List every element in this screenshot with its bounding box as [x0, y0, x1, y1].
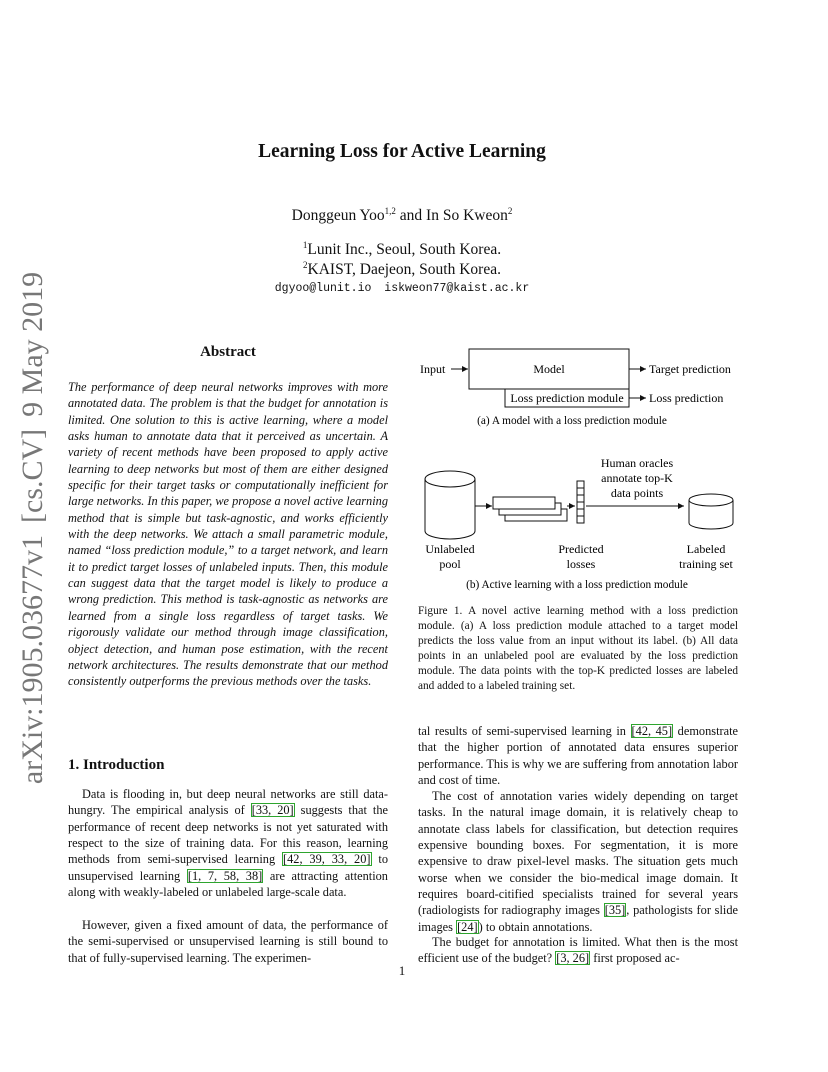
figure-a [420, 349, 731, 427]
arxiv-category: [cs.CV] [16, 428, 49, 523]
fig-a-lpm: Loss prediction module [510, 391, 624, 405]
author-2-affil: 2 [507, 206, 513, 216]
citation-link[interactable]: [33, 20] [251, 803, 294, 818]
intro-paragraph-4 [418, 788, 738, 935]
intro-p5-text-b: first proposed ac- [590, 951, 680, 966]
paper-title: Learning Loss for Active Learning [258, 141, 546, 162]
arxiv-date: 9 May 2019 [16, 271, 49, 417]
intro-p3-text-b: demonstrate that the higher portion of annotated data ensures superior performance. This is why we are suffering from annotation labor and cost of time. [418, 724, 739, 788]
affiliation-2 [0, 260, 804, 279]
author-line [0, 206, 804, 225]
affiliation-1-sup: 1 [302, 240, 308, 250]
figure-b [425, 456, 733, 591]
fig-a-model: Model [533, 362, 565, 376]
fig-b-labeled-2: training set [679, 557, 733, 571]
fig-a-input: Input [420, 362, 446, 376]
email-1: dgyoo@lunit.io [274, 282, 372, 295]
fig-b-oracles-3: data points [610, 486, 664, 500]
intro-p1-text-a: Data is flooding in, but deep neural networks are still data-hungry. The empirical analysis of [68, 787, 388, 818]
fig-b-predicted-1: Predicted [558, 542, 604, 556]
figure-1 [408, 340, 748, 610]
arxiv-id: arXiv:1905.03677v1 [16, 535, 49, 785]
email-2: iskweon77@kaist.ac.kr [384, 282, 530, 295]
unlabeled-pool-cylinder [425, 471, 475, 539]
author-1: Donggeun Yoo [291, 207, 385, 225]
figure-1-caption: Figure 1. A novel active learning method with a loss prediction module. (a) A loss prediction module attached to a target model predicts the loss value from an input without its label. (b) All data points in an unlabeled pool are evaluated by the loss prediction module. The data points with the top-K predicted losses are labeled and added to a labeled training set. [418, 605, 738, 692]
author-1-affil: 1,2 [384, 206, 396, 216]
fig-a-caption: (a) A model with a loss prediction module [477, 415, 667, 427]
citation-link[interactable]: [35] [604, 903, 626, 918]
citation-link[interactable]: [3, 26] [556, 951, 590, 966]
author-and: and [399, 207, 423, 225]
affiliation-2-sup: 2 [303, 260, 308, 270]
intro-p1-text-b: suggests that the performance of recent deep networks is not yet saturated with respect to the size of training data. For this reason, learning methods from semi-supervised learning [68, 803, 388, 867]
page-number: 1 [398, 963, 406, 978]
fig-b-unlabeled-1: Unlabeled [425, 542, 475, 556]
intro-p5-text-a: The budget for annotation is limited. What then is the most efficient use of the budget? [418, 935, 738, 966]
intro-paragraph-3 [418, 723, 738, 788]
citation-link[interactable]: [42, 39, 33, 20] [283, 852, 371, 867]
intro-p4-text-a: The cost of annotation varies widely depending on target tasks. In the natural image domain, it is relatively cheap to annotate class labels for classification, but detection requires expensive bounding boxes. For segmentation, it is more expensive to draw pixel-level masks. The situation gets much worse when we consider the bio-medical image domain. It requires board-citified specialists trained for several years (radiologists for radiography images [418, 789, 738, 918]
fig-b-labeled-1: Labeled [686, 542, 726, 556]
intro-paragraph-1 [68, 786, 388, 900]
intro-heading: 1. Introduction [68, 757, 165, 773]
fig-b-oracles-2: annotate top-K [601, 471, 673, 485]
affiliation-1-text: Lunit Inc., Seoul, South Korea. [307, 241, 502, 259]
author-2: In So Kweon [426, 207, 508, 225]
citation-link[interactable]: [42, 45] [631, 724, 673, 738]
net-box-front [493, 497, 555, 509]
fig-a-loss-pred: Loss prediction [649, 391, 724, 405]
intro-paragraph-2: However, given a fixed amount of data, the performance of the semi-supervised or unsupervised learning is still bound to that of fully-supervised learning. The experimen- [68, 918, 388, 965]
affiliation-2-text: KAIST, Daejeon, South Korea. [307, 261, 501, 279]
intro-p1-text-d: are attracting attention along with weakly-labeled or unlabeled large-scale data. [68, 868, 388, 900]
labeled-set-cylinder [689, 494, 733, 529]
arxiv-sidebar [6, 271, 60, 785]
emails [0, 282, 804, 295]
fig-b-unlabeled-2: pool [439, 557, 461, 571]
intro-p1-text-c: to unsupervised learning [68, 852, 388, 883]
intro-p4-text-b: , pathologists for slide images [418, 903, 738, 934]
citation-link[interactable]: [24] [457, 919, 478, 934]
fig-b-predicted-2: losses [566, 557, 596, 571]
intro-p4-text-c: ) to obtain annotations. [478, 919, 593, 934]
affiliation-1 [0, 240, 804, 259]
citation-link[interactable]: [1, 7, 58, 38] [187, 868, 263, 883]
intro-p3-text-a: tal results of semi-supervised learning in [418, 724, 631, 738]
predicted-losses-stack [577, 481, 584, 523]
fig-a-target-pred: Target prediction [649, 362, 731, 376]
abstract-heading: Abstract [200, 344, 256, 360]
abstract-text: The performance of deep neural networks improves with more annotated data. The problem is that the budget for annotation is limited. One solution to this is active learning, where a model asks human to annotate data that it perceived as uncertain. A variety of recent methods have been proposed to apply active learning to deep networks but most of them are either designed specific for their target tasks or computationally inefficient for large networks. In this paper, we propose a novel active learning method that is simple but task-agnostic, and works efficiently with the deep networks. We attach a small parametric module, named “loss prediction module,” to a target network, and learn it to predict target losses of unlabeled inputs. Then, this module can suggest data that the target model is likely to produce a wrong prediction. This method is task-agnostic as networks are learned from a single loss regardless of target tasks. We rigorously validate our method through image classification, object detection, and human pose estimation, with the recent network architectures. The results demonstrate that our method consistently outperforms the previous methods over the tasks. [68, 380, 388, 689]
intro-paragraph-5 [418, 934, 738, 967]
fig-b-oracles-1: Human oracles [600, 456, 674, 470]
fig-b-caption: (b) Active learning with a loss prediction module [466, 579, 688, 591]
